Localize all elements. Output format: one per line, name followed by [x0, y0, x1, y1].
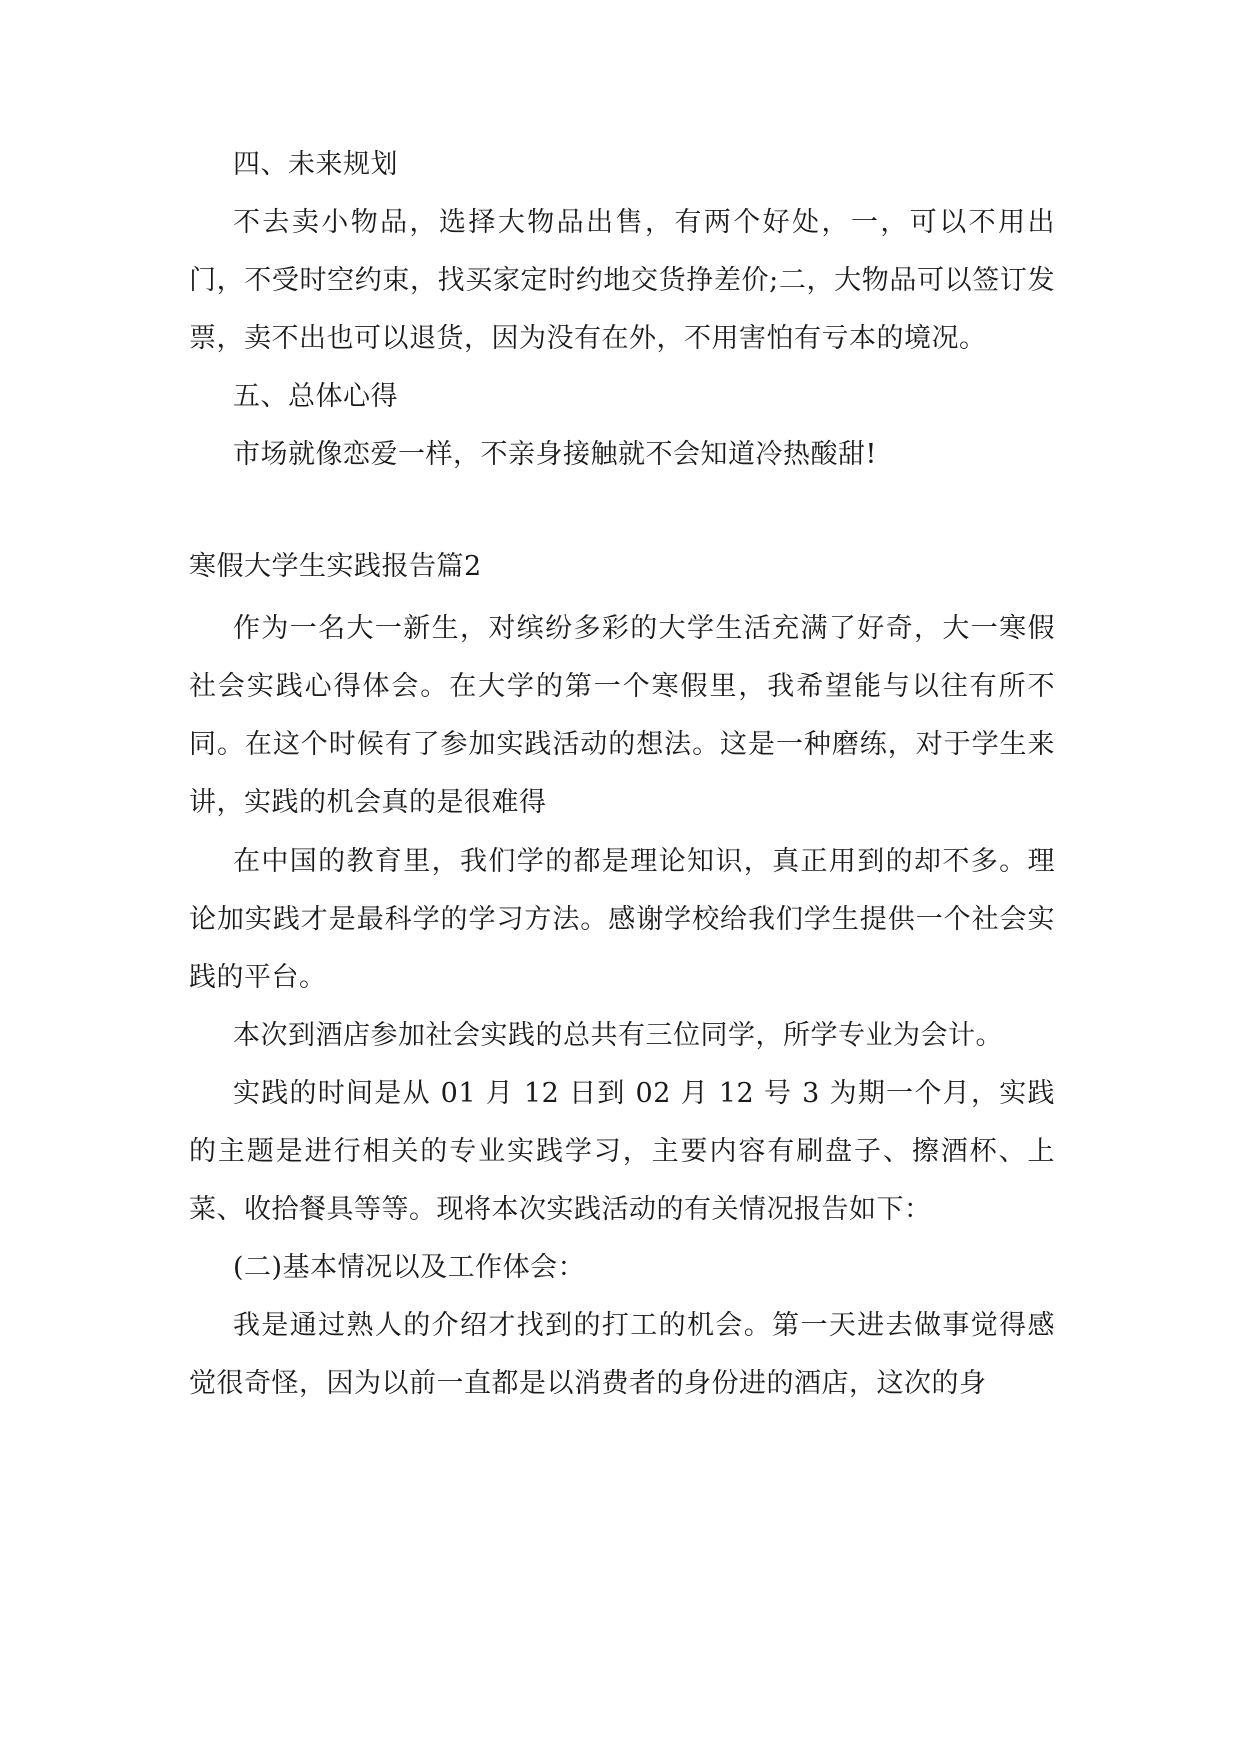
- section-five-title: 五、总体心得: [233, 381, 398, 412]
- paragraph-participants: 本次到酒店参加社会实践的总共有三位同学，所学专业为会计。: [233, 1020, 1003, 1051]
- article-two-title: 寒假大学生实践报告篇2: [189, 551, 482, 582]
- paragraph-intro: 作为一名大一新生，对缤纷多彩的大学生活充满了好奇，大一寒假社会实践心得体会。在大学的第一个寒假里，我希望能与以往有所不同。在这个时候有了参加实践活动的想法。这是一种磨练，对于学生来讲，实践的机会真的是很难得: [189, 613, 1055, 818]
- paragraph-education: 在中国的教育里，我们学的都是理论知识，真正用到的却不多。理论加实践才是最科学的学习方法。感谢学校给我们学生提供一个社会实践的平台。: [189, 846, 1055, 993]
- subheading-basic-situation: (二)基本情况以及工作体会：: [233, 1252, 586, 1283]
- paragraph-time-topic: 实践的时间是从 01 月 12 日到 02 月 12 号 3 为期一个月，实践的主题是进行相关的专业实践学习，主要内容有刷盘子、擦酒杯、上菜、收拾餐具等等。现将本次实践活动的有关情况报告如下：: [189, 1078, 1055, 1225]
- section-four-title: 四、未来规划: [233, 149, 398, 180]
- paragraph-first-day: 我是通过熟人的介绍才找到的打工的机会。第一天进去做事觉得感觉很奇怪，因为以前一直都是以消费者的身份进的酒店，这次的身: [189, 1310, 1055, 1399]
- section-five-body: 市场就像恋爱一样，不亲身接触就不会知道冷热酸甜!: [233, 439, 877, 470]
- section-four-body: 不去卖小物品，选择大物品出售，有两个好处，一，可以不用出门，不受时空约束，找买家定时约地交货挣差价;二，大物品可以签订发票，卖不出也可以退货，因为没有在外，不用害怕有亏本的境况。: [189, 207, 1055, 354]
